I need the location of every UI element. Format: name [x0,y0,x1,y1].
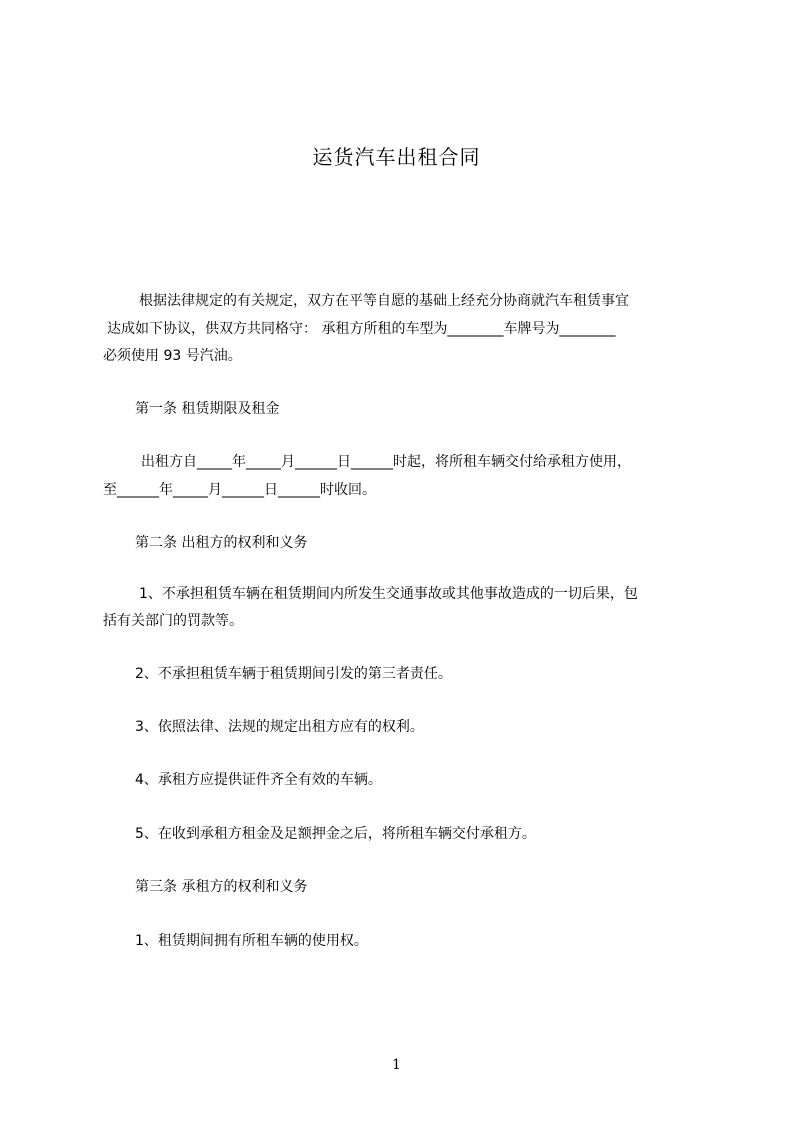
article-2-heading: 第二条 出租方的权利和义务 [135,535,308,551]
article-2-item-1-line-2: 括有关部门的罚款等。 [103,613,243,629]
paragraph-intro-line-3: 必须使用 93 号汽油。 [103,348,242,364]
paragraph-intro-line-2: 达成如下协议，供双方共同格守： 承租方所租的车型为________车牌号为________ [107,321,616,337]
article-1-line-2: 至______年_____月______日______时收回。 [103,482,376,498]
article-2-item-3: 3、依照法律、法规的规定出租方应有的权利。 [135,719,424,735]
article-2-item-4: 4、承租方应提供证件齐全有效的车辆。 [135,772,382,788]
article-1-line-1: 出租方自_____年_____月______日______时起，将所租车辆交付给承租方使用， [141,454,631,470]
article-2-item-2: 2、不承担租赁车辆于租赁期间引发的第三者责任。 [135,666,452,682]
article-3-item-1: 1、租赁期间拥有所租车辆的使用权。 [135,933,368,949]
page-number: 1 [392,1057,401,1073]
paragraph-intro-line-1: 根据法律规定的有关规定，双方在平等自愿的基础上经充分协商就汽车租赁事宜 [139,293,629,309]
article-2-item-1-line-1: 1、不承担租赁车辆在租赁期间内所发生交通事故或其他事故造成的一切后果，包 [139,586,638,602]
article-1-heading: 第一条 租赁期限及租金 [135,401,280,417]
article-3-heading: 第三条 承租方的权利和义务 [135,879,308,895]
article-2-item-5: 5、在收到承租方租金及足额押金之后，将所租车辆交付承租方。 [135,826,536,842]
document-title: 运货汽车出租合同 [312,145,481,169]
